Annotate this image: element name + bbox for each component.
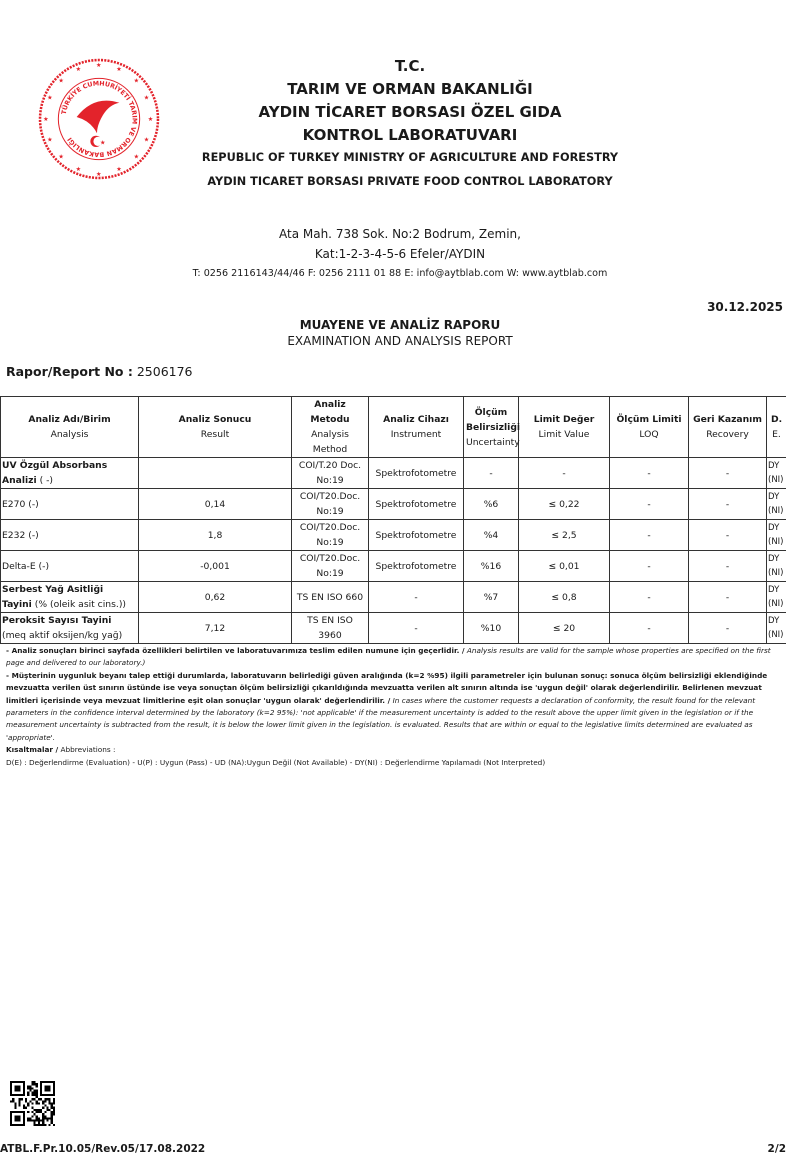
svg-text:★: ★	[116, 165, 122, 173]
uncertainty-cell: -	[464, 458, 519, 489]
result-cell	[139, 458, 292, 489]
table-header-row	[1, 397, 786, 458]
abbreviations-title: Kısaltmalar / Abbreviations :	[6, 745, 116, 755]
analysis-name-cell: Serbest Yağ Asitliği Tayini (% (oleik asit cins.))	[1, 582, 139, 613]
column-header-tr: Ölçüm Belirsizliği	[466, 406, 521, 433]
instrument-cell: Spektrofotometre	[369, 551, 464, 582]
result-cell: 0,14	[139, 489, 292, 520]
svg-text:★: ★	[143, 94, 150, 102]
column-header	[689, 397, 767, 458]
column-header-en: Analysis Method	[311, 429, 349, 455]
header-lab-line1: AYDIN TİCARET BORSASI ÖZEL GIDA	[258, 103, 562, 121]
report-title-tr: MUAYENE VE ANALİZ RAPORU	[299, 318, 501, 332]
logo-emblem	[77, 101, 120, 134]
loq-cell: -	[610, 582, 689, 613]
instrument-cell: Spektrofotometre	[369, 458, 464, 489]
result-cell: 1,8	[139, 520, 292, 551]
instrument-cell: Spektrofotometre	[369, 520, 464, 551]
table-row	[1, 613, 786, 644]
column-header	[519, 397, 610, 458]
svg-text:★: ★	[47, 136, 53, 144]
svg-text:★: ★	[133, 77, 140, 85]
recovery-cell: -	[689, 582, 767, 613]
loq-cell: -	[610, 489, 689, 520]
recovery-cell: -	[689, 458, 767, 489]
column-header-tr: Geri Kazanım	[693, 414, 762, 425]
column-header-tr: D.	[770, 414, 783, 425]
limit-cell: ≤ 0,8	[519, 582, 610, 613]
svg-text:★: ★	[95, 170, 102, 178]
evaluation-cell: DY (NI)	[767, 520, 786, 551]
column-header	[1, 397, 139, 458]
column-header	[292, 397, 369, 458]
recovery-cell: -	[689, 551, 767, 582]
column-header	[139, 397, 292, 458]
loq-cell: -	[610, 458, 689, 489]
column-header-en: LOQ	[639, 429, 659, 440]
evaluation-cell: DY (NI)	[767, 551, 786, 582]
header-lab-line2: KONTROL LABORATUVARI	[302, 126, 518, 144]
results-table	[0, 396, 786, 644]
svg-text:★: ★	[133, 153, 140, 161]
table-row	[1, 520, 786, 551]
instrument-cell: -	[369, 613, 464, 644]
address-contact: T: 0256 2116143/44/46 F: 0256 2111 01 88 E: info@aytblab.com W: www.aytblab.com	[192, 268, 608, 279]
svg-text:★: ★	[95, 62, 102, 70]
analysis-name-cell: UV Özgül Absorbans Analizi ( -)	[1, 458, 139, 489]
svg-text:★: ★	[116, 66, 122, 74]
method-cell: TS EN ISO 660	[292, 582, 369, 613]
evaluation-cell: DY (NI)	[767, 613, 786, 644]
header-lab-en: AYDIN TICARET BORSASI PRIVATE FOOD CONTROL LABORATORY	[207, 175, 613, 188]
svg-text:★: ★	[75, 165, 82, 173]
instrument-cell: Spektrofotometre	[369, 489, 464, 520]
column-header-en: E.	[772, 429, 781, 440]
column-header	[464, 397, 519, 458]
qr-code-icon	[10, 1081, 55, 1126]
column-header-tr: Analiz Sonucu	[178, 414, 252, 425]
abbreviations-text: D(E) : Değerlendirme (Evaluation) - U(P) : Uygun (Pass) - UD (NA):Uygun Değil (Not Available) - DY(NI) : Değerlendirme Yapılamadı (Not Interpreted)	[6, 757, 546, 767]
limit-cell: -	[519, 458, 610, 489]
ministry-logo	[38, 58, 160, 180]
svg-text:★: ★	[58, 77, 64, 85]
report-date: 30.12.2025	[707, 300, 783, 314]
evaluation-cell: DY (NI)	[767, 458, 786, 489]
result-cell: 0,62	[139, 582, 292, 613]
address-line2: Kat:1-2-3-4-5-6 Efeler/AYDIN	[314, 247, 486, 261]
table-row	[1, 551, 786, 582]
column-header-en: Analysis	[50, 429, 89, 440]
column-header-en: Limit Value	[538, 429, 590, 440]
table-row	[1, 582, 786, 613]
uncertainty-cell: %4	[464, 520, 519, 551]
uncertainty-cell: %6	[464, 489, 519, 520]
limit-cell: ≤ 0,22	[519, 489, 610, 520]
report-number-label: Rapor/Report No :	[6, 364, 133, 379]
column-header-en: Instrument	[390, 429, 442, 440]
uncertainty-cell: %7	[464, 582, 519, 613]
method-cell: TS EN ISO 3960	[292, 613, 369, 644]
column-header-en: Result	[200, 429, 230, 440]
svg-text:★: ★	[58, 153, 64, 161]
column-header	[369, 397, 464, 458]
column-header-tr: Limit Değer	[533, 414, 595, 425]
form-code: ATBL.F.Pr.10.05/Rev.05/17.08.2022	[0, 1143, 206, 1155]
page-number: 2/2	[767, 1143, 786, 1155]
column-header	[767, 397, 786, 458]
table-row	[1, 489, 786, 520]
limit-cell: ≤ 2,5	[519, 520, 610, 551]
note-conformity: - Müşterinin uygunluk beyanı talep ettiği durumlarda, laboratuvarın belirlediği güven aralığında (k=2 %95) ilgili parametreler için bulunan sonuç: sonuca ölçüm belirsizliği eklendiğinde mevzuatta verilen üst sınırın üstünde ise veya sonuçtan ölçüm belirsizliği çıkarıldığında mevzuatta verilen alt sınırın altında ise 'uygun değil' olarak değerlendirilir. Belirlenen mevzuat limitleri içerisinde veya mevzuat limitlerine eşit olan sonuçlar 'uygun olarak' değerlendirilir. / In cases where the customer requests a declaration of conformity, the result found for the relevant parameters in the confidence interval determined by the laboratory (k=2 95%): 'not applicable' if the measurement uncertainty is added to the result above the upper limit given in the legislation or if the measurement uncertainty is subtracted from the result, it is below the lower limit given in the legislation. is evaluated. Results that are within or equal to the legislative limits determined are evaluated as 'appropriate'.	[6, 670, 768, 742]
loq-cell: -	[610, 520, 689, 551]
column-header-tr: Analiz Metodu	[310, 399, 350, 425]
method-cell: COI/T20.Doc. No:19	[292, 551, 369, 582]
result-cell: 7,12	[139, 613, 292, 644]
address-line1: Ata Mah. 738 Sok. No:2 Bodrum, Zemin,	[279, 227, 521, 241]
loq-cell: -	[610, 551, 689, 582]
evaluation-cell: DY (NI)	[767, 582, 786, 613]
result-cell: -0,001	[139, 551, 292, 582]
recovery-cell: -	[689, 520, 767, 551]
report-number-value: 2506176	[136, 364, 193, 379]
notes-section	[6, 645, 782, 769]
header-tc: T.C.	[394, 57, 426, 75]
loq-cell: -	[610, 613, 689, 644]
header-ministry-en: REPUBLIC OF TURKEY MINISTRY OF AGRICULTURE AND FORESTRY	[201, 151, 619, 164]
column-header-en: Recovery	[706, 429, 749, 440]
recovery-cell: -	[689, 613, 767, 644]
uncertainty-cell: %16	[464, 551, 519, 582]
column-header-en: Uncertainty	[466, 436, 520, 448]
svg-text:★: ★	[143, 136, 150, 144]
report-title-en: EXAMINATION AND ANALYSIS REPORT	[287, 334, 513, 348]
column-header-tr: Ölçüm Limiti	[616, 414, 682, 425]
svg-text:★: ★	[75, 66, 82, 74]
limit-cell: ≤ 20	[519, 613, 610, 644]
column-header-tr: Analiz Adı/Birim	[28, 414, 111, 425]
recovery-cell: -	[689, 489, 767, 520]
limit-cell: ≤ 0,01	[519, 551, 610, 582]
method-cell: COI/T.20 Doc. No:19	[292, 458, 369, 489]
analysis-name-cell: Delta-E (-)	[1, 551, 139, 582]
svg-text:★: ★	[47, 94, 53, 102]
note-validity: - Analiz sonuçları birinci sayfada özellikleri belirtilen ve laboratuvarımıza teslim edilen numune için geçerlidir. / Analysis results are valid for the sample whose properties are specified on the first page and delivered to our laboratory.)	[6, 646, 771, 668]
report-number	[6, 364, 193, 379]
table-body	[1, 458, 786, 644]
logo-ring-text: TÜRKİYE CUMHURİYETİ TARIM VE ORMAN BAKANLIĞI	[60, 80, 138, 158]
header-ministry: TARIM VE ORMAN BAKANLIĞI	[287, 80, 533, 98]
method-cell: COI/T20.Doc. No:19	[292, 489, 369, 520]
method-cell: COI/T20.Doc. No:19	[292, 520, 369, 551]
svg-text:★: ★	[147, 116, 154, 124]
svg-text:★: ★	[43, 116, 49, 124]
star-icon: ★	[100, 139, 106, 147]
column-header-tr: Analiz Cihazı	[383, 414, 449, 425]
evaluation-cell: DY (NI)	[767, 489, 786, 520]
analysis-name-cell: E232 (-)	[1, 520, 139, 551]
uncertainty-cell: %10	[464, 613, 519, 644]
table-row	[1, 458, 786, 489]
instrument-cell: -	[369, 582, 464, 613]
analysis-name-cell: Peroksit Sayısı Tayini (meq aktif oksijen/kg yağ)	[1, 613, 139, 644]
column-header	[610, 397, 689, 458]
analysis-name-cell: E270 (-)	[1, 489, 139, 520]
